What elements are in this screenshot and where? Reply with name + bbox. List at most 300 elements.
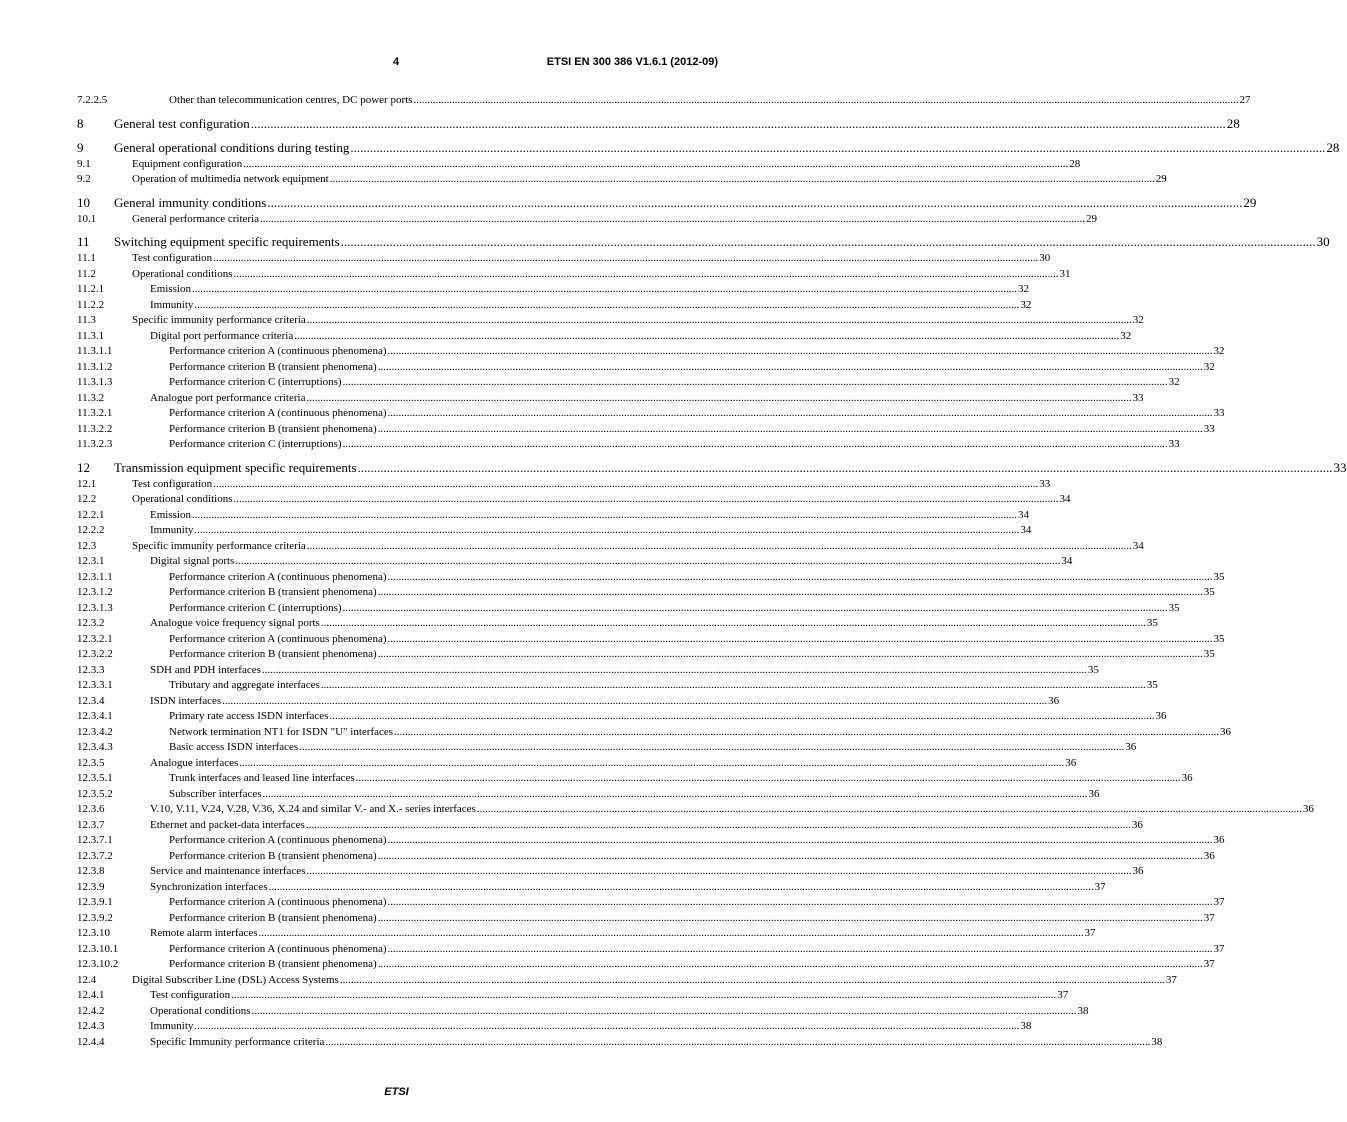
toc-entry-title: Analogue port performance criteria — [150, 391, 306, 404]
dot-leader: ............................................................................................................................................................................................................................................................................................................ — [191, 283, 1017, 295]
dot-leader: ............................................................................................................................................................................................................................................................................................................ — [325, 1035, 1151, 1048]
toc-entry-title: Performance criterion B (transient phenomena) — [169, 849, 377, 862]
dot-leader: ............................................................................................................................................................................................................................................................................................................ — [233, 267, 1059, 280]
toc-entry-number: 12.4 — [77, 973, 97, 986]
toc-entry[interactable] — [77, 282, 1029, 298]
toc-entry-page: 35 — [1213, 570, 1225, 583]
dot-leader: ............................................................................................................................................................................................................................................................................................................ — [258, 927, 1084, 939]
dot-leader: ............................................................................................................................................................................................................................................................................................................ — [306, 391, 1132, 404]
dot-leader: ............................................................................................................................................................................................................................................................................................................ — [387, 632, 1213, 645]
toc-entry[interactable] — [77, 212, 1098, 228]
toc-entry-page: 37 — [1057, 989, 1069, 1001]
toc-entry-number: 11.3.1.1 — [77, 345, 113, 357]
toc-entry-page: 33 — [1203, 422, 1215, 435]
toc-entry-title: Operational conditions — [132, 493, 233, 505]
toc-entry-page: 28 — [1069, 157, 1081, 170]
toc-entry-number: 12.3.2.2 — [77, 648, 113, 660]
toc-entry[interactable] — [77, 391, 1144, 407]
toc-entry-number: 12.3.10.1 — [77, 942, 119, 955]
toc-entry-page: 36 — [1131, 818, 1143, 831]
dot-leader: ............................................................................................................................................................................................................................................................................................................ — [306, 539, 1132, 552]
toc-entry-number: 12.3.5.1 — [77, 772, 113, 784]
toc-entry-page: 37 — [1094, 880, 1106, 893]
toc-entry-title: Performance criterion C (interruptions) — [169, 438, 342, 450]
toc-entry-page: 31 — [1059, 267, 1071, 280]
toc-entry[interactable] — [77, 694, 1060, 710]
toc-entry-page: 35 — [1168, 601, 1180, 614]
toc-entry-title: ISDN interfaces — [150, 694, 222, 707]
toc-entry-number: 12.3.9.1 — [77, 896, 113, 908]
toc-entry-page: 36 — [1181, 772, 1193, 784]
toc-entry[interactable] — [77, 740, 1137, 756]
toc-entry[interactable] — [77, 1004, 1089, 1020]
toc-entry-page: 38 — [1077, 1004, 1089, 1017]
toc-entry-page: 36 — [1065, 756, 1077, 769]
dot-leader: ............................................................................................................................................................................................................................................................................................................ — [476, 803, 1302, 815]
toc-entry-number: 12.3.10 — [77, 927, 110, 939]
toc-entry-number: 9 — [77, 139, 84, 155]
toc-entry-page: 35 — [1213, 632, 1225, 645]
dot-leader: ............................................................................................................................................................................................................................................................................................................ — [387, 896, 1213, 908]
toc-entry[interactable] — [77, 678, 1158, 694]
dot-leader: ............................................................................................................................................................................................................................................................................................................ — [191, 508, 1017, 521]
toc-entry[interactable] — [77, 942, 1225, 958]
toc-entry[interactable] — [77, 647, 1215, 663]
dot-leader: ............................................................................................................................................................................................................................................................................................................ — [235, 555, 1061, 567]
toc-entry-number: 12.4.2 — [77, 1004, 105, 1017]
toc-entry-page: 35 — [1087, 663, 1099, 676]
dot-leader: ............................................................................................................................................................................................................................................................................................................ — [329, 710, 1155, 722]
dot-leader: ............................................................................................................................................................................................................................................................................................................ — [413, 94, 1239, 106]
toc-entry-title: General performance criteria — [132, 212, 260, 225]
dot-leader: ............................................................................................................................................................................................................................................................................................................ — [268, 880, 1094, 893]
toc-entry[interactable] — [77, 988, 1069, 1004]
toc-entry[interactable] — [77, 329, 1132, 345]
toc-entry[interactable] — [77, 585, 1215, 601]
dot-leader: ............................................................................................................................................................................................................................................................................................................ — [377, 958, 1203, 970]
toc-entry-page: 28 — [1326, 139, 1340, 155]
toc-entry[interactable] — [77, 895, 1225, 911]
toc-entry-number: 11.3.1.2 — [77, 360, 113, 373]
toc-entry-number: 11.2.1 — [77, 283, 105, 295]
toc-entry-number: 12.3.7 — [77, 818, 105, 831]
toc-entry-number: 12.1 — [77, 477, 97, 490]
toc-entry-title: Performance criterion B (transient phenomena) — [169, 648, 377, 660]
toc-entry-page: 36 — [1048, 694, 1060, 707]
toc-entry-title: Equipment configuration — [132, 157, 243, 170]
toc-entry-title: Performance criterion A (continuous phenomena) — [169, 407, 387, 419]
toc-entry-number: 12.3.3 — [77, 663, 105, 676]
toc-entry-title: General immunity conditions — [114, 194, 267, 210]
dot-leader: ............................................................................................................................................................................................................................................................................................................ — [194, 298, 1020, 311]
toc-entry[interactable] — [77, 771, 1193, 787]
toc-entry-number: 12.3.4.2 — [77, 725, 113, 738]
toc-entry-title: Analogue interfaces — [150, 756, 239, 769]
toc-entry-title: Operation of multimedia network equipment — [132, 173, 329, 185]
toc-entry[interactable] — [77, 139, 1340, 157]
toc-entry-page: 35 — [1146, 617, 1158, 629]
toc-entry-number: 9.1 — [77, 157, 91, 170]
toc-entry-number: 12.3.1.1 — [77, 570, 113, 583]
dot-leader: ............................................................................................................................................................................................................................................................................................................ — [250, 115, 1226, 131]
toc-entry-page: 36 — [1302, 803, 1314, 815]
toc-entry-page: 36 — [1213, 834, 1225, 846]
toc-entry-title: General test configuration — [114, 115, 250, 131]
toc-entry-title: Emission — [150, 508, 191, 521]
toc-entry-page: 35 — [1203, 648, 1215, 660]
toc-entry[interactable] — [77, 93, 1251, 109]
dot-leader: ............................................................................................................................................................................................................................................................................................................ — [194, 1020, 1020, 1032]
toc-entry-number: 12.4.3 — [77, 1020, 105, 1032]
toc-entry-title: Transmission equipment specific requirements — [114, 459, 357, 475]
toc-entry-number: 12.3.4 — [77, 694, 105, 707]
toc-entry-title: Performance criterion A (continuous phenomena) — [169, 834, 387, 846]
toc-entry-page: 36 — [1220, 725, 1232, 738]
toc-entry-number: 12.3.7.2 — [77, 849, 113, 862]
toc-entry-page: 37 — [1203, 911, 1215, 924]
dot-leader: ............................................................................................................................................................................................................................................................................................................ — [377, 422, 1203, 435]
toc-entry-page: 32 — [1168, 376, 1180, 388]
toc-entry-title: Performance criterion C (interruptions) — [169, 601, 342, 614]
dot-leader: ............................................................................................................................................................................................................................................................................................................ — [350, 139, 1326, 155]
dot-leader: ............................................................................................................................................................................................................................................................................................................ — [342, 438, 1168, 450]
toc-entry-page: 34 — [1132, 539, 1144, 552]
toc-entry-page: 37 — [1165, 973, 1177, 986]
toc-entry-number: 12.3.2 — [77, 617, 105, 629]
toc-entry-number: 12.3 — [77, 539, 97, 552]
toc-entry-page: 34 — [1017, 508, 1029, 521]
toc-entry[interactable] — [77, 115, 1240, 133]
toc-entry[interactable] — [77, 833, 1225, 849]
toc-entry[interactable] — [77, 1035, 1163, 1051]
toc-entry-title: Analogue voice frequency signal ports — [150, 617, 320, 629]
toc-entry[interactable] — [77, 1019, 1032, 1035]
toc-entry-number: 11.3.1.3 — [77, 376, 113, 388]
toc-entry-number: 12.3.6 — [77, 803, 105, 815]
toc-entry-title: Tributary and aggregate interfaces — [169, 679, 320, 691]
toc-entry[interactable] — [77, 802, 1314, 818]
toc-entry-page: 32 — [1132, 314, 1144, 326]
dot-leader: ............................................................................................................................................................................................................................................................................................................ — [387, 570, 1213, 583]
toc-entry-number: 12.2 — [77, 493, 97, 505]
toc-entry-page: 34 — [1059, 493, 1071, 505]
toc-entry-number: 10.1 — [77, 212, 97, 225]
toc-entry-number: 12.3.8 — [77, 865, 105, 877]
toc-entry-number: 11 — [77, 234, 90, 249]
toc-entry-number: 12.3.9 — [77, 880, 105, 893]
toc-entry-number: 9.2 — [77, 173, 91, 185]
toc-entry-number: 12.2.2 — [77, 524, 105, 536]
toc-entry-page: 34 — [1020, 524, 1032, 536]
toc-entry-title: Immunity — [150, 298, 194, 311]
toc-entry[interactable] — [77, 911, 1215, 927]
dot-leader: ............................................................................................................................................................................................................................................................................................................ — [233, 493, 1059, 505]
dot-leader: ............................................................................................................................................................................................................................................................................................................ — [306, 865, 1132, 877]
toc-entry[interactable] — [77, 973, 1177, 989]
toc-entry[interactable] — [77, 539, 1144, 555]
dot-leader: ............................................................................................................................................................................................................................................................................................................ — [342, 376, 1168, 388]
toc-entry-page: 29 — [1155, 173, 1167, 185]
toc-entry-title: Performance criterion C (interruptions) — [169, 376, 342, 388]
toc-entry[interactable] — [77, 880, 1106, 896]
page-number: 4 — [393, 56, 400, 68]
toc-entry[interactable] — [77, 360, 1215, 376]
toc-entry[interactable] — [77, 756, 1077, 772]
toc-entry-page: 34 — [1061, 555, 1073, 567]
toc-entry-title: Performance criterion A (continuous phenomena) — [169, 345, 387, 357]
toc-entry-number: 11.2.2 — [77, 298, 105, 311]
dot-leader: ............................................................................................................................................................................................................................................................................................................ — [387, 407, 1213, 419]
toc-entry-page: 36 — [1125, 741, 1137, 753]
toc-entry[interactable] — [77, 523, 1032, 539]
dot-leader: ............................................................................................................................................................................................................................................................................................................ — [387, 834, 1213, 846]
toc-entry-title: Basic access ISDN interfaces — [169, 741, 299, 753]
toc-entry-title: Performance criterion A (continuous phenomena) — [169, 632, 387, 645]
toc-entry[interactable] — [77, 437, 1180, 453]
toc-entry-page: 33 — [1039, 477, 1051, 490]
table-of-contents — [77, 93, 1347, 1050]
toc-entry-page: 33 — [1333, 459, 1347, 475]
dot-leader: ............................................................................................................................................................................................................................................................................................................ — [239, 756, 1065, 769]
toc-entry-page: 29 — [1243, 194, 1257, 210]
toc-entry-title: Performance criterion B (transient phenomena) — [169, 958, 377, 970]
toc-entry-title: Switching equipment specific requirements — [114, 234, 340, 249]
toc-entry-page: 30 — [1039, 252, 1051, 264]
toc-entry-page: 35 — [1146, 679, 1158, 691]
dot-leader: ............................................................................................................................................................................................................................................................................................................ — [261, 663, 1087, 676]
toc-entry-number: 12.3.3.1 — [77, 679, 113, 691]
dot-leader: ............................................................................................................................................................................................................................................................................................................ — [260, 212, 1086, 225]
toc-entry-number: 11.3.2.2 — [77, 422, 113, 435]
toc-entry[interactable] — [77, 267, 1071, 283]
dot-leader: ............................................................................................................................................................................................................................................................................................................ — [387, 345, 1213, 357]
toc-entry-title: Digital signal ports — [150, 555, 235, 567]
toc-entry-number: 12.2.1 — [77, 508, 105, 521]
toc-entry-page: 32 — [1213, 345, 1225, 357]
dot-leader: ............................................................................................................................................................................................................................................................................................................ — [355, 772, 1181, 784]
dot-leader: ............................................................................................................................................................................................................................................................................................................ — [329, 173, 1155, 185]
toc-entry-page: 32 — [1120, 329, 1132, 342]
toc-entry-page: 32 — [1017, 283, 1029, 295]
dot-leader: ............................................................................................................................................................................................................................................................................................................ — [377, 360, 1203, 373]
dot-leader: ............................................................................................................................................................................................................................................................................................................ — [243, 157, 1069, 170]
toc-entry-title: Ethernet and packet-data interfaces — [150, 818, 305, 831]
toc-entry[interactable] — [77, 313, 1144, 329]
toc-entry-number: 12.3.7.1 — [77, 834, 113, 846]
toc-entry[interactable] — [77, 864, 1144, 880]
toc-entry-number: 11.3.1 — [77, 329, 105, 342]
toc-entry-title: Test configuration — [132, 477, 213, 490]
toc-entry-title: Operational conditions — [150, 1004, 251, 1017]
dot-leader: ............................................................................................................................................................................................................................................................................................................ — [394, 725, 1220, 738]
toc-entry-title: Performance criterion A (continuous phenomena) — [169, 570, 387, 583]
toc-entry-title: Emission — [150, 283, 191, 295]
toc-entry-page: 27 — [1239, 94, 1251, 106]
toc-entry[interactable] — [77, 926, 1096, 942]
toc-entry-page: 38 — [1020, 1020, 1032, 1032]
toc-entry-title: Test configuration — [132, 252, 213, 264]
toc-entry-title: Digital Subscriber Line (DSL) Access Systems — [132, 973, 339, 986]
toc-entry-title: Performance criterion A (continuous phenomena) — [169, 942, 387, 955]
toc-entry-title: Subscriber interfaces — [169, 787, 262, 800]
toc-entry-page: 35 — [1203, 586, 1215, 598]
toc-entry[interactable] — [77, 157, 1081, 173]
toc-entry-title: SDH and PDH interfaces — [150, 663, 261, 676]
toc-entry-page: 33 — [1213, 407, 1225, 419]
toc-entry-page: 37 — [1084, 927, 1096, 939]
toc-entry-page: 37 — [1213, 942, 1225, 955]
toc-entry[interactable] — [77, 725, 1232, 741]
toc-entry-title: Trunk interfaces and leased line interfaces — [169, 772, 355, 784]
toc-entry[interactable] — [77, 957, 1215, 973]
toc-entry-page: 36 — [1203, 849, 1215, 862]
toc-entry-title: Primary rate access ISDN interfaces — [169, 710, 329, 722]
toc-entry-number: 12.3.4.3 — [77, 741, 113, 753]
dot-leader: ............................................................................................................................................................................................................................................................................................................ — [251, 1004, 1077, 1017]
toc-entry-number: 12.3.9.2 — [77, 911, 113, 924]
dot-leader: ............................................................................................................................................................................................................................................................................................................ — [231, 989, 1057, 1001]
toc-entry-title: Specific immunity performance criteria — [132, 539, 306, 552]
toc-entry-number: 12.4.4 — [77, 1035, 105, 1048]
toc-entry[interactable] — [77, 849, 1215, 865]
toc-entry[interactable] — [77, 233, 1330, 251]
toc-entry-page: 36 — [1155, 710, 1167, 722]
toc-entry-number: 11.3 — [77, 314, 96, 326]
dot-leader: ............................................................................................................................................................................................................................................................................................................ — [294, 329, 1120, 342]
toc-entry-title: V.10, V.11, V.24, V.28, V.36, X.24 and similar V.- and X.- series interfaces — [150, 803, 476, 815]
toc-entry-title: Network termination NT1 for ISDN "U" interfaces — [169, 725, 394, 738]
toc-entry[interactable] — [77, 492, 1071, 508]
toc-entry-title: Digital port performance criteria — [150, 329, 294, 342]
dot-leader: ............................................................................................................................................................................................................................................................................................................ — [262, 787, 1088, 800]
toc-entry-page: 37 — [1203, 958, 1215, 970]
dot-leader: ............................................................................................................................................................................................................................................................................................................ — [342, 601, 1168, 614]
toc-entry[interactable] — [77, 554, 1073, 570]
toc-entry[interactable] — [77, 477, 1051, 493]
toc-entry[interactable] — [77, 632, 1225, 648]
toc-entry-number: 12.3.2.1 — [77, 632, 113, 645]
toc-entry-page: 28 — [1226, 115, 1240, 131]
toc-entry[interactable] — [77, 172, 1167, 188]
dot-leader: ............................................................................................................................................................................................................................................................................................................ — [213, 477, 1039, 490]
toc-entry[interactable] — [77, 344, 1225, 360]
dot-leader: ............................................................................................................................................................................................................................................................................................................ — [377, 586, 1203, 598]
toc-entry-page: 33 — [1132, 391, 1144, 404]
toc-entry-number: 11.3.2.1 — [77, 407, 113, 419]
toc-entry-page: 33 — [1168, 438, 1180, 450]
toc-entry-number: 11.1 — [77, 252, 96, 264]
toc-entry-number: 11.3.2 — [77, 391, 105, 404]
toc-entry[interactable] — [77, 298, 1032, 314]
toc-entry[interactable] — [77, 251, 1051, 267]
toc-entry-title: Specific immunity performance criteria — [132, 314, 306, 326]
dot-leader: ............................................................................................................................................................................................................................................................................................................ — [299, 741, 1125, 753]
toc-entry[interactable] — [77, 818, 1143, 834]
toc-entry[interactable] — [77, 459, 1347, 477]
toc-entry-page: 38 — [1151, 1035, 1163, 1048]
toc-entry-title: Other than telecommunication centres, DC power ports — [169, 94, 413, 106]
toc-entry-number: 11.3.2.3 — [77, 438, 113, 450]
toc-entry-title: General operational conditions during testing — [114, 139, 350, 155]
dot-leader: ............................................................................................................................................................................................................................................................................................................ — [339, 973, 1165, 986]
toc-entry-number: 12.3.5 — [77, 756, 105, 769]
page-footer: ETSI — [384, 1086, 409, 1098]
toc-entry[interactable] — [77, 616, 1158, 632]
toc-entry-number: 8 — [77, 115, 84, 131]
dot-leader: ............................................................................................................................................................................................................................................................................................................ — [194, 524, 1020, 536]
toc-entry-number: 12.3.1.2 — [77, 586, 113, 598]
toc-entry[interactable] — [77, 709, 1167, 725]
toc-entry[interactable] — [77, 508, 1029, 524]
toc-entry-title: Performance criterion B (transient phenomena) — [169, 586, 377, 598]
toc-entry-title: Performance criterion A (continuous phenomena) — [169, 896, 387, 908]
toc-entry-number: 7.2.2.5 — [77, 94, 108, 106]
toc-entry[interactable] — [77, 570, 1225, 586]
toc-entry-title: Performance criterion B (transient phenomena) — [169, 911, 377, 924]
toc-entry-title: Operational conditions — [132, 267, 233, 280]
toc-entry-number: 12 — [77, 459, 90, 475]
page-header — [0, 56, 793, 72]
dot-leader: ............................................................................................................................................................................................................................................................................................................ — [213, 252, 1039, 264]
dot-leader: ............................................................................................................................................................................................................................................................................................................ — [387, 942, 1213, 955]
toc-entry-page: 37 — [1213, 896, 1225, 908]
toc-entry-number: 12.3.5.2 — [77, 787, 113, 800]
toc-entry-title: Performance criterion B (transient phenomena) — [169, 360, 377, 373]
toc-entry-page: 32 — [1020, 298, 1032, 311]
dot-leader: ............................................................................................................................................................................................................................................................................................................ — [377, 648, 1203, 660]
toc-entry[interactable] — [77, 375, 1180, 391]
dot-leader: ............................................................................................................................................................................................................................................................................................................ — [377, 849, 1203, 862]
toc-entry-title: Specific Immunity performance criteria — [150, 1035, 325, 1048]
toc-entry[interactable] — [77, 787, 1100, 803]
dot-leader: ............................................................................................................................................................................................................................................................................................................ — [340, 234, 1316, 249]
dot-leader: ............................................................................................................................................................................................................................................................................................................ — [357, 459, 1333, 475]
dot-leader: ............................................................................................................................................................................................................................................................................................................ — [267, 194, 1243, 210]
toc-entry-title: Service and maintenance interfaces — [150, 865, 306, 877]
toc-entry-page: 29 — [1086, 212, 1098, 225]
dot-leader: ............................................................................................................................................................................................................................................................................................................ — [306, 314, 1132, 326]
toc-entry-number: 11.2 — [77, 267, 96, 280]
dot-leader: ............................................................................................................................................................................................................................................................................................................ — [320, 617, 1146, 629]
dot-leader: ............................................................................................................................................................................................................................................................................................................ — [320, 679, 1146, 691]
toc-entry[interactable] — [77, 406, 1225, 422]
toc-entry-number: 12.3.1.3 — [77, 601, 113, 614]
dot-leader: ............................................................................................................................................................................................................................................................................................................ — [305, 818, 1131, 831]
toc-entry-page: 30 — [1316, 234, 1330, 249]
toc-entry-number: 12.3.1 — [77, 555, 105, 567]
toc-entry-number: 12.3.10.2 — [77, 958, 119, 970]
toc-entry-number: 12.3.4.1 — [77, 710, 113, 722]
dot-leader: ............................................................................................................................................................................................................................................................................................................ — [377, 911, 1203, 924]
dot-leader: ............................................................................................................................................................................................................................................................................................................ — [222, 694, 1048, 707]
toc-entry-title: Test configuration — [150, 989, 231, 1001]
toc-entry-title: Immunity — [150, 524, 194, 536]
toc-entry-title: Remote alarm interfaces — [150, 927, 258, 939]
toc-entry[interactable] — [77, 422, 1215, 438]
toc-entry-number: 10 — [77, 194, 90, 210]
toc-entry-page: 32 — [1203, 360, 1215, 373]
toc-entry-number: 12.4.1 — [77, 989, 105, 1001]
toc-entry-title: Synchronization interfaces — [150, 880, 268, 893]
toc-entry-title: Performance criterion B (transient phenomena) — [169, 422, 377, 435]
toc-entry[interactable] — [77, 601, 1180, 617]
toc-entry-page: 36 — [1088, 787, 1100, 800]
document-id: ETSI EN 300 386 V1.6.1 (2012-09) — [546, 56, 718, 68]
toc-entry-title: Immunity — [150, 1020, 194, 1032]
toc-entry[interactable] — [77, 194, 1257, 212]
toc-entry[interactable] — [77, 663, 1099, 679]
toc-entry-page: 36 — [1132, 865, 1144, 877]
